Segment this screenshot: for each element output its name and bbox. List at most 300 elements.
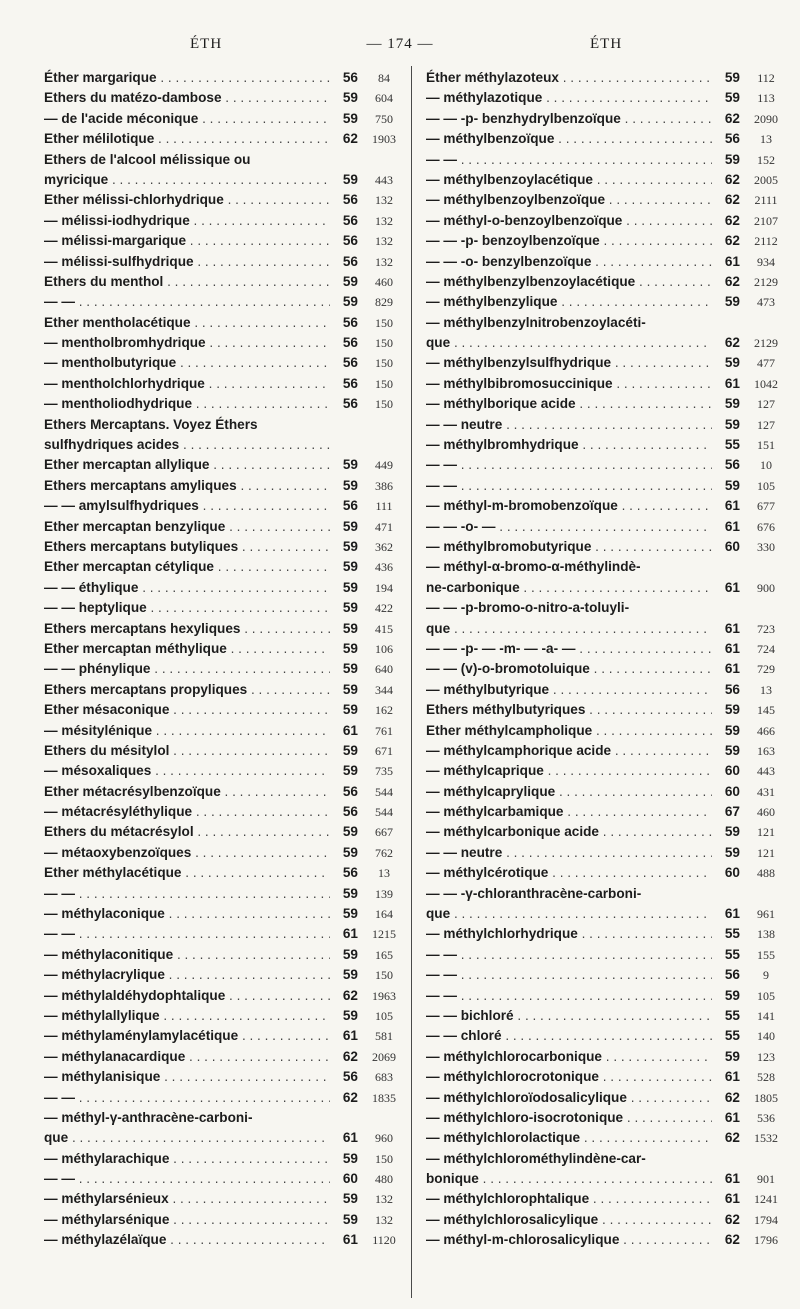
index-entry <box>44 1189 412 1209</box>
entry-volume: 59 <box>342 946 358 962</box>
entry-volume: 59 <box>724 987 740 1003</box>
index-entry <box>44 476 412 496</box>
index-entry <box>426 986 794 1006</box>
entry-volume: 61 <box>724 620 740 636</box>
entry-volume: 56 <box>342 375 358 391</box>
entry-term: — méthylbenzylbenzoylacétique . . . <box>426 272 712 292</box>
entry-term: bonique . . . <box>426 1169 712 1189</box>
entry-term: myricique . . . <box>44 170 330 190</box>
entry-volume: 59 <box>342 110 358 126</box>
entry-volume: 62 <box>342 1089 358 1105</box>
entry-page: 105 <box>375 1008 393 1023</box>
entry-term: — mélissi-margarique . . . <box>44 231 330 251</box>
entry-term: — — . . . <box>44 292 330 312</box>
entry-volume: 56 <box>342 70 358 85</box>
entry-term: — méthylbenzoylbenzoïque . . . <box>426 190 712 210</box>
entry-term: — méthylchloro-isocrotonique . . . <box>426 1108 712 1128</box>
entry-volume: 59 <box>342 906 358 922</box>
index-entry <box>426 822 794 842</box>
index-entry <box>426 1108 794 1128</box>
entry-term: Éther margarique . . . <box>44 68 330 88</box>
entry-term: — — neutre . . . <box>426 415 712 435</box>
entry-page: 671 <box>375 743 393 758</box>
index-entry <box>44 639 412 659</box>
index-entry <box>426 394 794 414</box>
entry-page: 111 <box>375 499 393 514</box>
index-entry <box>44 333 412 353</box>
index-entry <box>44 1230 412 1250</box>
entry-volume: 59 <box>342 967 358 983</box>
entry-term: — mentholbromhydrique . . . <box>44 333 330 353</box>
entry-term: — — . . . <box>426 945 712 965</box>
entry-volume: 62 <box>342 1048 358 1064</box>
entry-volume: 59 <box>342 885 358 901</box>
page-number: — 174 — <box>366 36 434 52</box>
entry-term: — méthylbenzoylacétique . . . <box>426 170 712 190</box>
entry-page: 724 <box>757 641 775 656</box>
entry-term: — méthylazotique . . . <box>426 88 712 108</box>
entry-page: 121 <box>757 825 775 840</box>
entry-page: 1241 <box>754 1192 778 1207</box>
entry-term: Ethers mercaptans propyliques . . . <box>44 680 330 700</box>
index-entry <box>44 1149 412 1169</box>
entry-term: Ethers du matézo-dambose . . . <box>44 88 330 108</box>
entry-page: 132 <box>375 1192 393 1207</box>
index-entry <box>44 1128 412 1148</box>
index-column-left <box>44 68 412 1251</box>
entry-page: 145 <box>757 703 775 718</box>
index-entry <box>426 1189 794 1209</box>
entry-volume: 61 <box>342 1130 358 1146</box>
entry-volume: 61 <box>724 498 740 514</box>
entry-page: 132 <box>375 1212 393 1227</box>
entry-term: — — . . . <box>426 986 712 1006</box>
entry-page: 762 <box>375 845 393 860</box>
entry-page: 1805 <box>754 1090 778 1105</box>
entry-term: que . . . <box>426 333 712 353</box>
entry-volume: 61 <box>724 518 740 534</box>
entry-page: 581 <box>375 1029 393 1044</box>
entry-page: 761 <box>375 723 393 738</box>
index-entry <box>426 537 794 557</box>
entry-term: — mésoxaliques . . . <box>44 761 330 781</box>
entry-volume: 56 <box>342 1069 358 1085</box>
entry-page: 362 <box>375 539 393 554</box>
entry-volume: 59 <box>342 457 358 473</box>
index-entry <box>44 353 412 373</box>
entry-term: — mésitylénique . . . <box>44 721 330 741</box>
entry-volume: 59 <box>724 824 740 840</box>
entry-volume: 56 <box>342 396 358 412</box>
entry-volume: 59 <box>724 722 740 738</box>
entry-volume: 56 <box>342 865 358 881</box>
entry-page: 723 <box>757 621 775 636</box>
entry-page: 127 <box>757 397 775 412</box>
index-entry <box>44 843 412 863</box>
entry-page: 460 <box>757 805 775 820</box>
entry-term: Ethers mercaptans butyliques . . . <box>44 537 330 557</box>
index-entry <box>44 109 412 129</box>
entry-page: 132 <box>375 254 393 269</box>
index-entry <box>426 88 794 108</box>
entry-volume: 62 <box>724 1130 740 1146</box>
entry-page: 677 <box>757 499 775 514</box>
entry-page: 961 <box>757 907 775 922</box>
entry-volume: 59 <box>342 702 358 718</box>
entry-page: 13 <box>378 866 390 881</box>
index-entry <box>426 231 794 251</box>
entry-page: 1835 <box>372 1090 396 1105</box>
entry-term: — méthylbenzylsulfhydrique . . . <box>426 353 712 373</box>
entry-page: 150 <box>375 376 393 391</box>
index-entry <box>426 190 794 210</box>
entry-volume: 61 <box>724 640 740 656</box>
entry-page: 112 <box>757 71 775 85</box>
entry-page: 1963 <box>372 988 396 1003</box>
entry-term: Ethers Mercaptans. Voyez Éthers <box>44 416 258 432</box>
entry-page: 667 <box>375 825 393 840</box>
entry-page: 683 <box>375 1070 393 1085</box>
index-entry <box>426 639 794 659</box>
index-entry <box>44 659 412 679</box>
index-entry <box>426 741 794 761</box>
entry-volume: 56 <box>342 355 358 371</box>
entry-page: 105 <box>757 988 775 1003</box>
entry-volume: 59 <box>724 416 740 432</box>
entry-volume: 56 <box>342 253 358 269</box>
index-entry <box>44 537 412 557</box>
entry-term: — méthyl-o-benzoylbenzoïque . . . <box>426 211 712 231</box>
entry-term: — méthylacrylique . . . <box>44 965 330 985</box>
entry-term: Ether mercaptan méthylique . . . <box>44 639 330 659</box>
index-entry <box>44 394 412 414</box>
entry-page: 1796 <box>754 1233 778 1248</box>
entry-page: 10 <box>760 458 772 473</box>
entry-volume: 55 <box>724 926 740 942</box>
index-entry <box>44 88 412 108</box>
index-entry <box>44 190 412 210</box>
index-entry <box>426 557 794 577</box>
entry-page: 152 <box>757 152 775 167</box>
entry-term: — méthylarsénique . . . <box>44 1210 330 1230</box>
entry-term: — méthylborique acide . . . <box>426 394 712 414</box>
entry-term: — méthylcarbonique acide . . . <box>426 822 712 842</box>
index-entry <box>426 1067 794 1087</box>
entry-volume: 61 <box>724 253 740 269</box>
entry-term: — méthyl-γ-anthracène-carboni- <box>44 1109 253 1125</box>
entry-term: — méthylanisique . . . <box>44 1067 330 1087</box>
entry-page: 460 <box>375 274 393 289</box>
entry-volume: 61 <box>724 579 740 595</box>
entry-page: 422 <box>375 601 393 616</box>
entry-term: Ether mentholacétique . . . <box>44 313 330 333</box>
entry-volume: 59 <box>342 518 358 534</box>
entry-volume: 62 <box>724 1232 740 1248</box>
entry-term: — méthylchlorophtalique . . . <box>426 1189 712 1209</box>
entry-term: Ethers du métacrésylol . . . <box>44 822 330 842</box>
index-entry <box>426 435 794 455</box>
index-entry <box>44 374 412 394</box>
index-entry <box>426 272 794 292</box>
entry-page: 150 <box>375 1151 393 1166</box>
entry-page: 123 <box>757 1049 775 1064</box>
entry-page: 151 <box>757 438 775 453</box>
entry-volume: 55 <box>724 437 740 453</box>
entry-page: 735 <box>375 764 393 779</box>
entry-volume: 62 <box>724 1089 740 1105</box>
index-entry <box>44 986 412 1006</box>
entry-page: 194 <box>375 580 393 595</box>
entry-volume: 59 <box>342 600 358 616</box>
entry-page: 471 <box>375 519 393 534</box>
entry-volume: 59 <box>342 742 358 758</box>
entry-term: — — bichloré . . . <box>426 1006 712 1026</box>
entry-term: — méthylaconitique . . . <box>44 945 330 965</box>
entry-volume: 61 <box>724 1069 740 1085</box>
index-entry <box>44 68 412 88</box>
entry-page: 750 <box>375 111 393 126</box>
entry-term: Ethers mercaptans hexyliques . . . <box>44 619 330 639</box>
entry-volume: 61 <box>342 926 358 942</box>
index-entry <box>426 700 794 720</box>
index-entry <box>426 680 794 700</box>
entry-volume: 55 <box>724 1007 740 1023</box>
entry-term: — méthylcaprique . . . <box>426 761 712 781</box>
index-entry <box>44 761 412 781</box>
index-entry <box>44 517 412 537</box>
entry-term: — méthylbromobutyrique . . . <box>426 537 712 557</box>
index-entry <box>426 129 794 149</box>
index-entry <box>426 313 794 333</box>
running-head-right: ÉTH <box>590 36 623 52</box>
entry-volume: 60 <box>724 538 740 554</box>
entry-term: — mentholchlorhydrique . . . <box>44 374 330 394</box>
entry-term: — méthylazélaïque . . . <box>44 1230 330 1250</box>
index-entry <box>426 1169 794 1189</box>
index-entry <box>426 965 794 985</box>
index-entry <box>426 476 794 496</box>
entry-term: — — chloré . . . <box>426 1026 712 1046</box>
index-entry <box>426 496 794 516</box>
entry-page: 443 <box>375 172 393 187</box>
entry-term: Ether mercaptan allylique . . . <box>44 455 330 475</box>
index-entry <box>426 1210 794 1230</box>
index-entry <box>44 272 412 292</box>
entry-term: Ether métacrésylbenzoïque . . . <box>44 782 330 802</box>
entry-volume: 61 <box>724 375 740 391</box>
entry-volume: 56 <box>342 192 358 208</box>
entry-term: — méthyl-m-bromobenzoïque . . . <box>426 496 712 516</box>
entry-page: 1042 <box>754 376 778 391</box>
entry-term: — — . . . <box>426 476 712 496</box>
entry-term: — méthylallylique . . . <box>44 1006 330 1026</box>
index-entry <box>44 496 412 516</box>
index-entry <box>44 924 412 944</box>
entry-volume: 59 <box>342 477 358 493</box>
index-entry <box>426 353 794 373</box>
entry-volume: 56 <box>342 212 358 228</box>
entry-volume: 56 <box>342 498 358 514</box>
index-column-right <box>426 68 794 1251</box>
index-entry <box>44 435 412 455</box>
entry-term: Ether mercaptan benzylique . . . <box>44 517 330 537</box>
index-entry <box>44 557 412 577</box>
entry-term: — mentholiodhydrique . . . <box>44 394 330 414</box>
entry-page: 140 <box>757 1029 775 1044</box>
entry-term: — — . . . <box>44 884 330 904</box>
entry-volume: 56 <box>342 335 358 351</box>
index-entry <box>44 965 412 985</box>
index-entry <box>44 782 412 802</box>
index-entry <box>426 170 794 190</box>
entry-volume: 61 <box>342 722 358 738</box>
entry-page: 13 <box>760 132 772 147</box>
entry-page: 480 <box>375 1172 393 1187</box>
entry-term: Ethers du mésitylol . . . <box>44 741 330 761</box>
entry-page: 900 <box>757 580 775 595</box>
index-entry <box>44 252 412 272</box>
entry-volume: 59 <box>342 90 358 106</box>
entry-volume: 67 <box>724 804 740 820</box>
entry-term: — méthylarachique . . . <box>44 1149 330 1169</box>
entry-page: 150 <box>375 397 393 412</box>
index-entry <box>426 517 794 537</box>
index-entry <box>44 150 412 170</box>
entry-page: 164 <box>375 907 393 922</box>
entry-volume: 59 <box>724 70 740 85</box>
index-entry <box>426 945 794 965</box>
entry-term: — méthylaconique . . . <box>44 904 330 924</box>
index-entry <box>44 1026 412 1046</box>
entry-term: — méthylchlorolactique . . . <box>426 1128 712 1148</box>
index-entry <box>44 170 412 190</box>
index-entry <box>44 1006 412 1026</box>
entry-volume: 59 <box>342 538 358 554</box>
entry-term: Ether méthylcampholique . . . <box>426 721 712 741</box>
index-entry <box>426 211 794 231</box>
entry-term: Ether méthylacétique . . . <box>44 863 330 883</box>
entry-term: — — heptylique . . . <box>44 598 330 618</box>
index-entry <box>44 1067 412 1087</box>
running-head-left: ÉTH <box>190 36 223 52</box>
index-entry <box>44 863 412 883</box>
index-entry <box>44 802 412 822</box>
entry-page: 640 <box>375 662 393 677</box>
entry-volume: 62 <box>724 233 740 249</box>
index-entry <box>426 802 794 822</box>
index-entry <box>426 109 794 129</box>
entry-term: — méthylchloroïodosalicylique . . . <box>426 1088 712 1108</box>
entry-page: 150 <box>375 336 393 351</box>
entry-volume: 61 <box>724 1109 740 1125</box>
entry-term: — méthylanacardique . . . <box>44 1047 330 1067</box>
entry-volume: 56 <box>342 783 358 799</box>
entry-term: Ethers mercaptans amyliques . . . <box>44 476 330 496</box>
entry-volume: 62 <box>342 987 358 1003</box>
entry-term: — — . . . <box>44 1169 330 1189</box>
entry-term: — méthylchlorhydrique . . . <box>426 924 712 944</box>
entry-page: 162 <box>375 703 393 718</box>
index-entry <box>426 333 794 353</box>
entry-term: Ethers de l'alcool mélissique ou <box>44 151 251 167</box>
entry-volume: 61 <box>724 661 740 677</box>
entry-term: — — . . . <box>426 455 712 475</box>
index-entry <box>44 598 412 618</box>
entry-page: 2129 <box>754 274 778 289</box>
index-entry <box>426 619 794 639</box>
entry-volume: 62 <box>724 110 740 126</box>
column-divider <box>411 66 412 1298</box>
entry-volume: 61 <box>342 1232 358 1248</box>
entry-volume: 60 <box>342 1171 358 1187</box>
entry-page: 132 <box>375 234 393 249</box>
index-entry <box>44 1108 412 1128</box>
entry-page: 544 <box>375 784 393 799</box>
entry-page: 1120 <box>372 1233 396 1248</box>
entry-page: 9 <box>763 968 769 983</box>
entry-term: ne-carbonique . . . <box>426 578 712 598</box>
entry-term: Ethers méthylbutyriques . . . <box>426 700 712 720</box>
entry-term: — — phénylique . . . <box>44 659 330 679</box>
entry-page: 488 <box>757 866 775 881</box>
index-entry <box>426 252 794 272</box>
entry-page: 105 <box>757 478 775 493</box>
index-entry <box>426 1128 794 1148</box>
entry-page: 473 <box>757 295 775 310</box>
entry-term: — — -p-bromo-o-nitro-a-toluyli- <box>426 600 630 616</box>
entry-volume: 59 <box>342 171 358 187</box>
index-entry <box>44 904 412 924</box>
entry-volume: 59 <box>724 702 740 718</box>
entry-volume: 59 <box>342 1211 358 1227</box>
index-entry <box>426 1047 794 1067</box>
index-entry <box>426 374 794 394</box>
entry-term: — — . . . <box>426 150 712 170</box>
entry-term: — — -p- benzoylbenzoïque . . . <box>426 231 712 251</box>
entry-term: — métaoxybenzoïques . . . <box>44 843 330 863</box>
entry-volume: 59 <box>724 1048 740 1064</box>
entry-volume: 59 <box>342 579 358 595</box>
entry-page: 163 <box>757 743 775 758</box>
index-entry <box>44 1210 412 1230</box>
index-entry <box>426 1149 794 1169</box>
entry-page: 106 <box>375 641 393 656</box>
entry-page: 113 <box>757 91 775 106</box>
entry-page: 84 <box>378 71 390 85</box>
entry-term: — méthyl-m-chlorosalicylique . . . <box>426 1230 712 1250</box>
entry-volume: 59 <box>724 294 740 310</box>
entry-page: 436 <box>375 560 393 575</box>
entry-page: 544 <box>375 805 393 820</box>
entry-page: 676 <box>757 519 775 534</box>
entry-term: — méthylcamphorique acide . . . <box>426 741 712 761</box>
entry-page: 536 <box>757 1110 775 1125</box>
index-entry <box>426 1026 794 1046</box>
entry-term: — mélissi-iodhydrique . . . <box>44 211 330 231</box>
index-entry <box>426 68 794 88</box>
entry-term: — — neutre . . . <box>426 843 712 863</box>
entry-term: — méthylbenzylique . . . <box>426 292 712 312</box>
entry-page: 150 <box>375 315 393 330</box>
entry-volume: 59 <box>342 824 358 840</box>
index-entry <box>426 659 794 679</box>
index-entry <box>44 884 412 904</box>
entry-volume: 56 <box>724 967 740 983</box>
entry-page: 443 <box>757 764 775 779</box>
entry-volume: 55 <box>724 1028 740 1044</box>
entry-term: — métacrésyléthylique . . . <box>44 802 330 822</box>
index-entry <box>44 455 412 475</box>
